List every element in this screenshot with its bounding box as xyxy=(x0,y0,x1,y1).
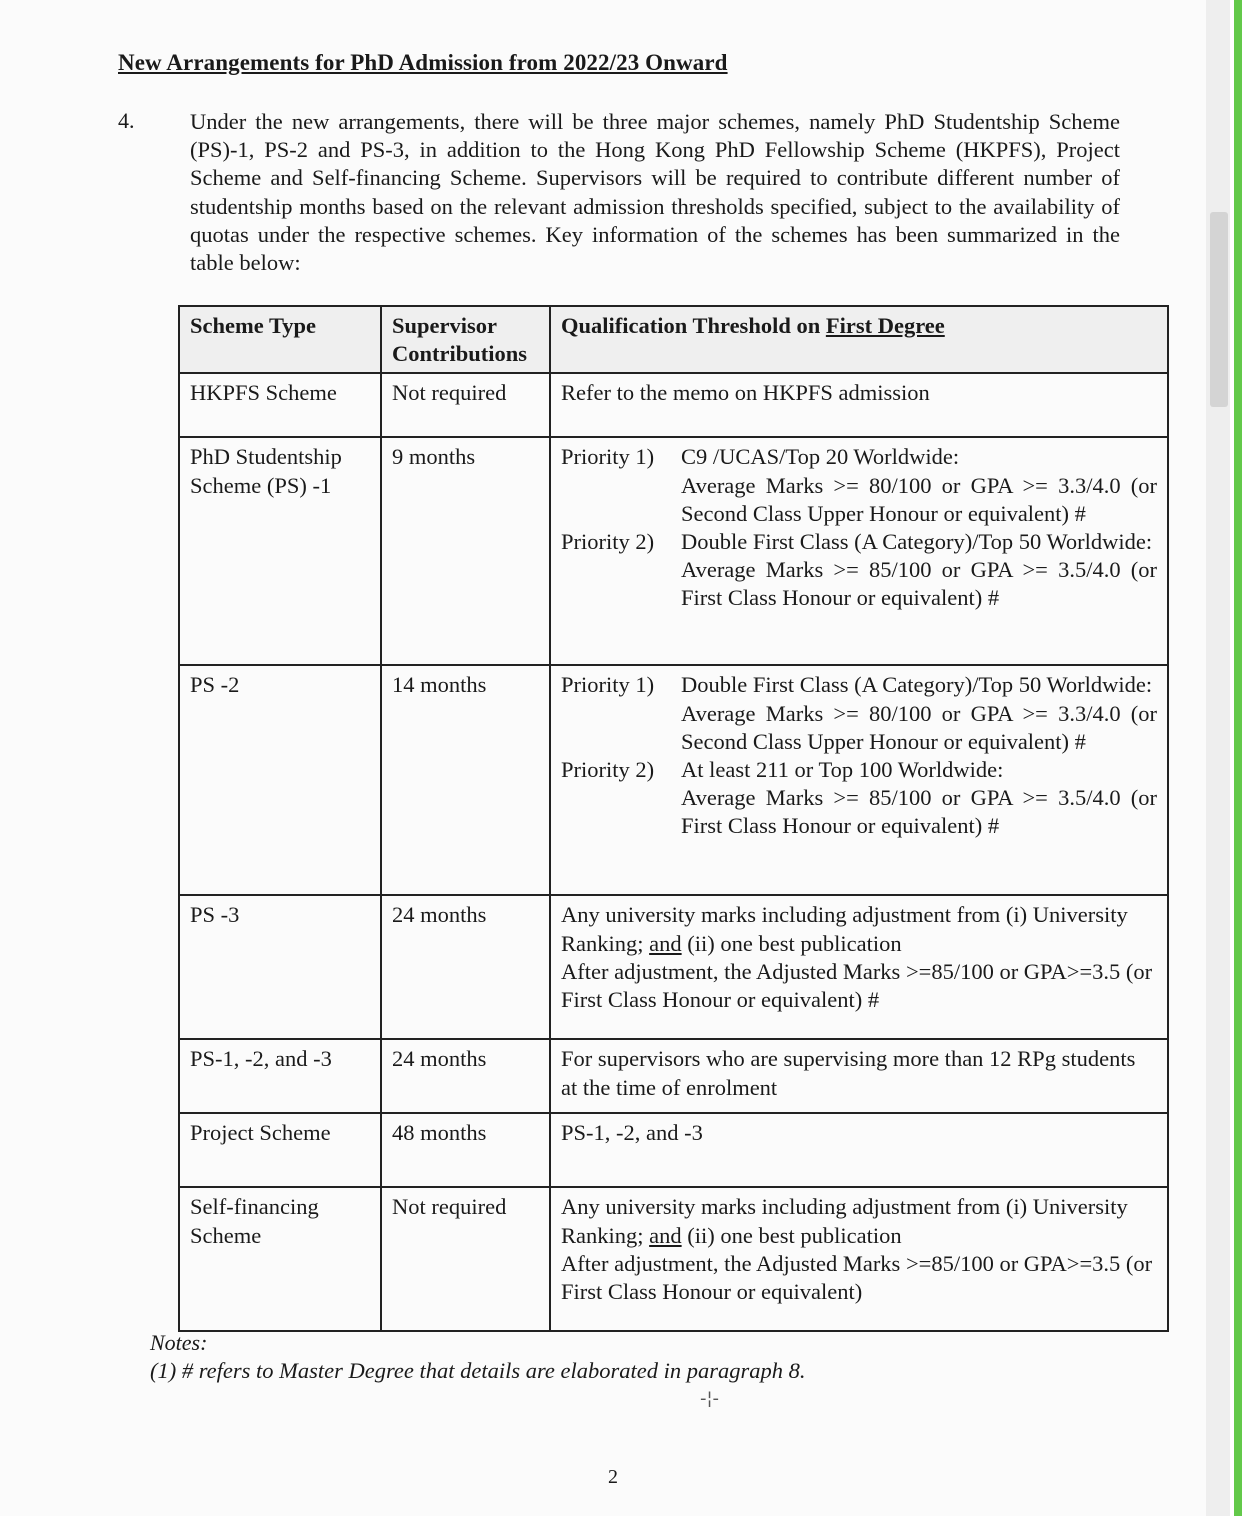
table-row xyxy=(179,665,1168,895)
header-supervisor-contributions: Supervisor Contributions xyxy=(381,306,550,373)
priority-block xyxy=(561,528,1157,613)
table-row xyxy=(179,1113,1168,1187)
cell-threshold: Refer to the memo on HKPFS admission xyxy=(550,373,1168,437)
cell-threshold: PS-1, -2, and -3 xyxy=(550,1113,1168,1187)
cell-contribution: 14 months xyxy=(381,665,550,895)
cell-contribution: Not required xyxy=(381,1187,550,1331)
cell-scheme: HKPFS Scheme xyxy=(179,373,381,437)
cell-contribution: 24 months xyxy=(381,895,550,1039)
cell-scheme: Self-financing Scheme xyxy=(179,1187,381,1331)
header-qualification-threshold: Qualification Threshold on First Degree xyxy=(550,306,1168,373)
priority-block xyxy=(561,756,1157,841)
cell-threshold xyxy=(550,665,1168,895)
header-scheme-type: Scheme Type xyxy=(179,306,381,373)
priority-title: At least 211 or Top 100 Worldwide: xyxy=(681,757,1004,783)
cell-threshold: For supervisors who are supervising more than 12 RPg students at the time of enrolment xyxy=(550,1039,1168,1113)
paragraph-number: 4. xyxy=(118,108,135,133)
table-row xyxy=(179,1187,1168,1331)
window-edge-bar xyxy=(1234,0,1242,1516)
priority-detail: Average Marks >= 85/100 or GPA >= 3.5/4.0 (or First Class Honour or equivalent) # xyxy=(681,785,1157,839)
cell-contribution: 24 months xyxy=(381,1039,550,1113)
priority-label: Priority 2) xyxy=(561,529,655,555)
priority-title: C9 /UCAS/Top 20 Worldwide: xyxy=(681,444,960,470)
priority-title: Double First Class (A Category)/Top 50 Worldwide: xyxy=(681,529,1153,555)
paragraph-text: Under the new arrangements, there will be three major schemes, namely PhD Studentship Scheme (PS)-1, PS-2 and PS-3, in addition to the Hong Kong PhD Fellowship Scheme (HKPFS), Project Scheme and Self-financing Scheme. Supervisors will be required to contribute different number of studentship months based on the relevant admission thresholds specified, subject to the availability of quotas under the respective schemes. Key information of the schemes has been summarized in the table below: xyxy=(190,109,1120,276)
priority-detail: Average Marks >= 80/100 or GPA >= 3.3/4.0 (or Second Class Upper Honour or equivalent) # xyxy=(681,472,1157,526)
notes-label: Notes: xyxy=(150,1330,208,1355)
note-item: (1) # refers to Master Degree that details are elaborated in paragraph 8. xyxy=(150,1358,806,1383)
cell-threshold xyxy=(550,437,1168,665)
cell-scheme: PhD Studentship Scheme (PS) -1 xyxy=(179,437,381,665)
table-row xyxy=(179,895,1168,1039)
priority-block xyxy=(561,671,1157,756)
table-row xyxy=(179,1039,1168,1113)
cell-contribution: 9 months xyxy=(381,437,550,665)
cell-contribution: 48 months xyxy=(381,1113,550,1187)
section-heading: New Arrangements for PhD Admission from 2022/23 Onward xyxy=(118,50,728,75)
cell-scheme: PS-1, -2, and -3 xyxy=(179,1039,381,1113)
page-number: 2 xyxy=(608,1466,618,1488)
table-row xyxy=(179,373,1168,437)
cell-scheme: PS -3 xyxy=(179,895,381,1039)
priority-detail: Average Marks >= 85/100 or GPA >= 3.5/4.0 (or First Class Honour or equivalent) # xyxy=(681,557,1157,611)
priority-title: Double First Class (A Category)/Top 50 Worldwide: xyxy=(681,672,1153,698)
cell-scheme: PS -2 xyxy=(179,665,381,895)
priority-label: Priority 1) xyxy=(561,672,655,698)
priority-label: Priority 2) xyxy=(561,757,655,783)
priority-block xyxy=(561,443,1157,528)
first-degree-underlined: First Degree xyxy=(825,313,945,338)
table-row xyxy=(179,437,1168,665)
cell-scheme: Project Scheme xyxy=(179,1113,381,1187)
table-header-row xyxy=(179,306,1168,373)
cell-threshold: Any university marks including adjustment from (i) University Ranking; and (ii) one best publication After adjustment, the Adjusted Marks >=85/100 or GPA>=3.5 (or First Class Honour or equivalent) xyxy=(550,1187,1168,1331)
text-cursor-icon: -¦- xyxy=(700,1388,720,1409)
cell-contribution: Not required xyxy=(381,373,550,437)
schemes-table xyxy=(178,305,1169,1332)
priority-detail: Average Marks >= 80/100 or GPA >= 3.3/4.0 (or Second Class Upper Honour or equivalent) # xyxy=(681,700,1157,754)
scrollbar-thumb[interactable] xyxy=(1210,212,1228,407)
cell-threshold: Any university marks including adjustment from (i) University Ranking; and (ii) one best publication After adjustment, the Adjusted Marks >=85/100 or GPA>=3.5 (or First Class Honour or equivalent) # xyxy=(550,895,1168,1039)
priority-label: Priority 1) xyxy=(561,444,655,470)
